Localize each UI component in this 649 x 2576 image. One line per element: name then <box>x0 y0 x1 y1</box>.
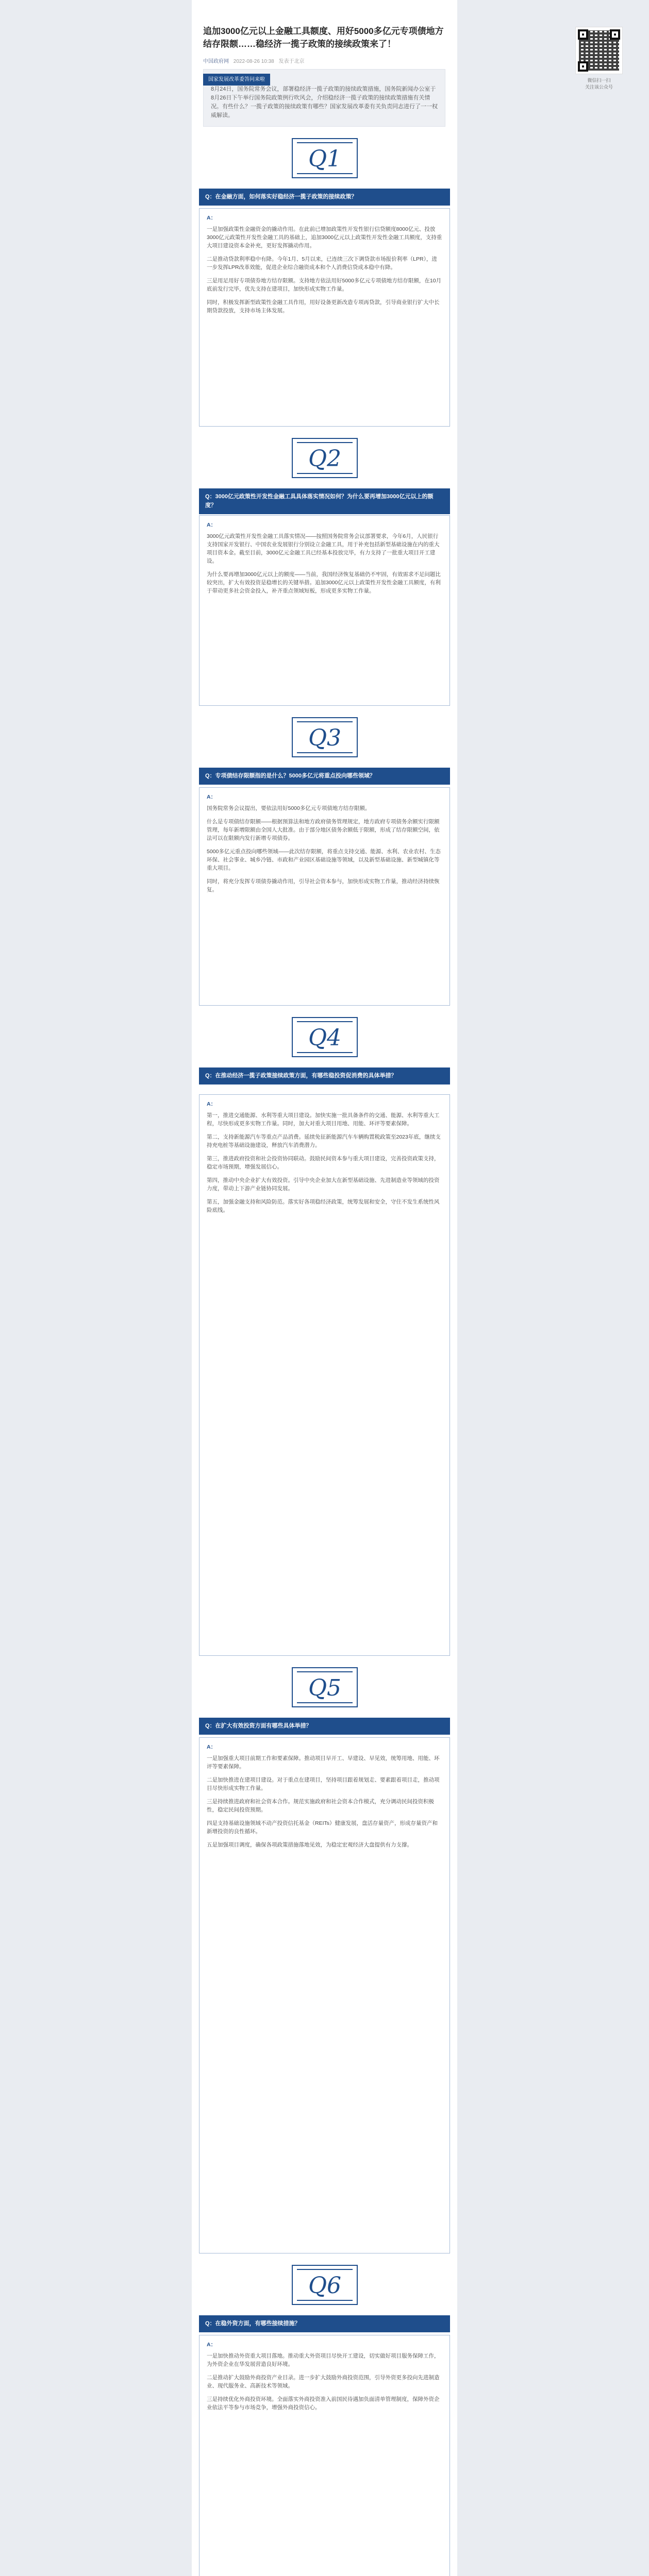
question-number: Q5 <box>308 1675 342 1701</box>
article-meta <box>203 57 445 64</box>
question-bar: Q：在推动经济一揽子政策接续政策方面，有哪些稳投资促消费的具体举措？ <box>199 1067 450 1084</box>
answer-box <box>199 2335 450 2576</box>
question-bar: Q：3000亿元政策性开发性金融工具具体落实情况如何？为什么要再增加3000亿元以上的额度？ <box>199 488 450 514</box>
question-badge <box>292 717 358 757</box>
answer-paragraph: 三是持续优化外商投资环境。全面落实外商投资准入前国民待遇加负面清单管理制度，保障外资企业依法平等参与市场竞争，增强外商投资信心。 <box>207 2396 440 2411</box>
answer-paragraph: 什么是专项债结存限额——根据预算法和地方政府债务管理规定，地方政府专项债务余额实行限额管理，每年新增限额由全国人大批准。由于部分地区债务余额低于限额，形成了结存限额空间，依法可以在限额内发行新增专项债券。 <box>207 819 440 841</box>
answer-label: A： <box>207 1744 217 1750</box>
article-source[interactable]: 中国政府网 <box>203 59 229 64</box>
qr-corner-icon <box>610 29 620 40</box>
question-number: Q1 <box>308 146 342 172</box>
answer-box <box>199 787 450 1006</box>
qa-section-6 <box>199 2265 450 2576</box>
question-badge <box>292 138 358 178</box>
qr-corner-icon <box>578 61 588 72</box>
answer-paragraph: 第五，加强金融支持和风险防范。落实好各项稳经济政策，统筹发展和安全，守住不发生系统性风险底线。 <box>207 1199 440 1213</box>
answer-box <box>199 515 450 706</box>
answer-label: A： <box>207 2342 217 2348</box>
answer-label: A： <box>207 215 217 221</box>
answer-paragraph: 5000多亿元重点投向哪些领域——此次结存限额，将重点支持交通、能源、水利、农业农村、生态环保、社会事业、城乡冷链、市政和产业园区基础设施等领域，以及新型基础设施、新型城镇化等重大项目。 <box>207 849 441 871</box>
answer-paragraph: 四是支持基础设施领域不动产投资信托基金（REITs）健康发展，盘活存量资产，形成存量资产和新增投资的良性循环。 <box>207 1820 438 1835</box>
answer-paragraph: 第三，推进政府投资和社会投资协同联动。鼓励民间资本参与重大项目建设，完善投资政策支持，稳定市场预期，增强发展信心。 <box>207 1156 440 1170</box>
question-badge <box>292 438 358 478</box>
answer-paragraph: 一是加强政策性金融资金的撬动作用。在此前已增加政策性开发性银行信贷额度8000亿元、投放3000亿元政策性开发性金融工具的基础上，追加3000亿元以上政策性开发性金融工具额度，支持重大项目建设资本金补充，更好发挥撬动作用。 <box>207 226 442 249</box>
qr-caption: 微信扫一扫 关注该公众号 <box>585 78 613 90</box>
qr-code <box>575 27 623 74</box>
answer-label: A： <box>207 794 217 800</box>
summary-tag: 国家发展改革委答问来啦 <box>203 74 270 86</box>
answer-paragraph: 五是加强项目调度，确保各项政策措施落地见效，为稳定宏观经济大盘提供有力支撑。 <box>207 1842 412 1848</box>
answer-paragraph: 3000亿元政策性开发性金融工具落实情况——按照国务院常务会议部署要求，今年6月，人民银行支持国家开发银行、中国农业发展银行分别设立金融工具，用于补充包括新型基础设施在内的重大项目资本金。截至目前，3000亿元金融工具已经基本投放完毕，有力支持了一批重大项目开工建设。 <box>207 533 440 564</box>
answer-label: A： <box>207 1101 217 1107</box>
answer-paragraph: 二是推动扩大鼓励外商投资产业目录。进一步扩大鼓励外商投资范围，引导外资更多投向先进制造业、现代服务业、高新技术等领域。 <box>207 2375 440 2389</box>
question-number: Q4 <box>308 1025 342 1051</box>
qa-section-3 <box>199 717 450 1006</box>
answer-paragraph: 二是加快推进在建项目建设。对于重点在建项目，坚持项目跟着规划走、要素跟着项目走，推动项目尽快形成实物工作量。 <box>207 1777 440 1791</box>
question-number: Q2 <box>308 446 342 472</box>
qa-section-1 <box>199 138 450 427</box>
answer-box <box>199 208 450 427</box>
answer-box <box>199 1094 450 1656</box>
question-bar: Q：专项债结存限额指的是什么？5000多亿元将重点投向哪些领域？ <box>199 768 450 785</box>
answer-paragraph: 同时，将充分发挥专项债券撬动作用，引导社会资本参与，加快形成实物工作量，推动经济持续恢复。 <box>207 878 440 893</box>
answer-label: A： <box>207 522 217 528</box>
answer-paragraph: 第一，推进交通能源、水利等重大项目建设。加快实施一批具备条件的交通、能源、水利等重大工程，尽快形成更多实物工作量。同时，加大对重大项目用地、用能、环评等要素保障。 <box>207 1112 440 1127</box>
question-number: Q6 <box>308 2273 342 2299</box>
question-bar: Q：在稳外资方面，有哪些接续措施？ <box>199 2315 450 2332</box>
answer-paragraph: 第四，推动中央企业扩大有效投资。引导中央企业加大在新型基础设施、先进制造业等领域的投资力度，带动上下游产业链协同发展。 <box>207 1177 440 1192</box>
answer-paragraph: 三是持续推进政府和社会资本合作。规范实施政府和社会资本合作模式，充分调动民间投资积极性，稳定民间投资预期。 <box>207 1799 434 1813</box>
answer-paragraph: 二是推动贷款利率稳中有降。今年1月、5月以来，已连续三次下调贷款市场报价利率（LPR），进一步发挥LPR改革效能，促进企业综合融资成本和个人消费信贷成本稳中有降。 <box>207 256 437 270</box>
summary-text: 8月24日，国务院常务会议，部署稳经济一揽子政策的接续政策措施，国务院新闻办公室于8月26日下午举行国务院政策例行吹风会，介绍稳经济一揽子政策的接续政策措施有关情况。有些什么？一揽子政策的接续政策有哪些？国家发展改革委有关负责同志进行了一一权威解读。 <box>211 86 438 118</box>
answer-paragraph: 国务院常务会议提出，要依法用好5000多亿元专项债地方结存限额。 <box>207 805 371 811</box>
question-number: Q3 <box>308 725 342 751</box>
answer-paragraph: 为什么要再增加3000亿元以上的额度——当前，我国经济恢复基础仍不牢固，有效需求不足问题比较突出，扩大有效投资是稳增长的关键举措。追加3000亿元以上政策性开发性金融工具额度，有利于带动更多社会资金投入，补齐重点领域短板，形成更多实物工作量。 <box>207 571 441 594</box>
answer-paragraph: 三是用足用好专项债券地方结存限额。支持地方依法用好5000多亿元专项债地方结存限额，在10月底前发行完毕，优先支持在建项目，加快形成实物工作量。 <box>207 278 442 292</box>
question-bar: Q：在金融方面，如何落实好稳经济一揽子政策的接续政策？ <box>199 189 450 206</box>
answer-paragraph: 第二，支持新能源汽车等重点产品消费。延续免征新能源汽车车辆购置税政策至2023年底，继续支持充电桩等基础设施建设，释放汽车消费潜力。 <box>207 1134 441 1148</box>
question-badge <box>292 1667 358 1707</box>
qa-section-5 <box>199 1667 450 2253</box>
qr-corner-icon <box>578 29 588 40</box>
article-location: 发表于北京 <box>278 59 305 64</box>
qa-section-2 <box>199 438 450 706</box>
question-badge <box>292 1017 358 1057</box>
answer-paragraph: 一是加强重大项目前期工作和要素保障。推动项目早开工、早建设、早见效，统筹用地、用能、环评等要素保障。 <box>207 1755 440 1770</box>
question-badge <box>292 2265 358 2305</box>
article-summary <box>203 69 445 127</box>
article-date: 2022-08-26 10:38 <box>233 59 274 64</box>
answer-box <box>199 1737 450 2253</box>
article <box>192 0 457 2576</box>
article-title: 追加3000亿元以上金融工具额度、用好5000多亿元专项债地方结存限额……稳经济一揽子政策的接续政策来了！ <box>203 26 444 49</box>
answer-paragraph: 同时，积极发挥新型政策性金融工具作用，用好设备更新改造专项再贷款，引导商业银行扩大中长期贷款投放，支持市场主体发展。 <box>207 299 440 314</box>
qa-section-4 <box>199 1017 450 1656</box>
answer-paragraph: 一是加快推动外资重大项目落地。推动重大外资项目尽快开工建设，切实做好项目服务保障工作，为外资企业在华发展营造良好环境。 <box>207 2353 440 2367</box>
question-bar: Q：在扩大有效投资方面有哪些具体举措？ <box>199 1718 450 1735</box>
